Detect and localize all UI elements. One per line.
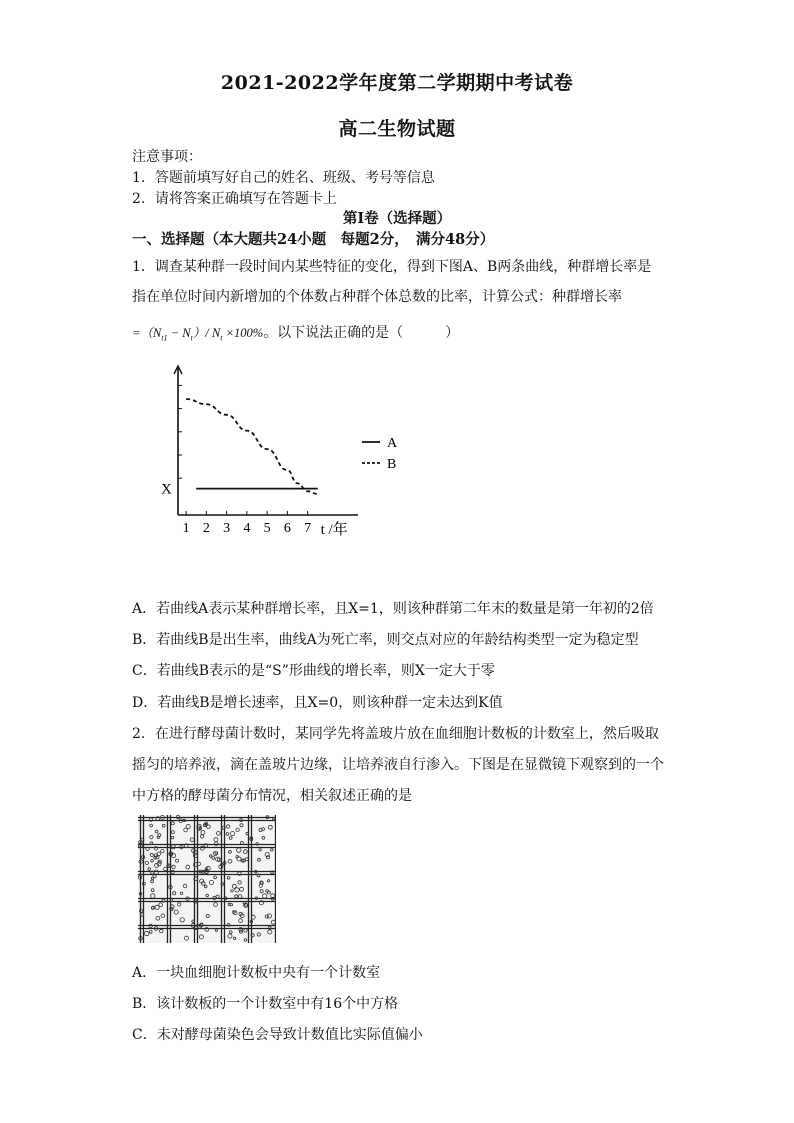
legend-label-A: A — [387, 436, 398, 451]
notes-item-1: 1．答题前填写好自己的姓名、班级、考号等信息 — [132, 170, 435, 186]
chart-labels — [161, 436, 398, 538]
part1-heading: 第I卷（选择题） — [342, 210, 452, 227]
chart-axes — [174, 366, 358, 515]
x-tick-label: 7 — [304, 521, 312, 536]
q1-text-line1: 1．调查某种群一段时间内某些特征的变化，得到下图A、B两条曲线，种群增长率是 — [132, 259, 652, 275]
yeast-counting-grid-image — [138, 815, 276, 943]
q1-option-d: D．若曲线B是增长速率，且X=0，则该种群一定未达到K值 — [132, 695, 503, 711]
q2-text-line3: 中方格的酵母菌分布情况，相关叙述正确的是 — [132, 788, 412, 804]
x-tick-label: 3 — [223, 521, 231, 536]
q1-text-line2: 指在单位时间内新增加的个体数占种群个体总数的比率，计算公式：种群增长率 — [132, 289, 622, 305]
exam-title: 2021-2022学年度第二学期期中考试卷 — [220, 72, 574, 94]
exam-subtitle: 高二生物试题 — [338, 118, 456, 140]
q1-option-b: B．若曲线B是出生率，曲线A为死亡率，则交点对应的年龄结构类型一定为稳定型 — [132, 632, 639, 648]
q2-text-line1: 2．在进行酵母菌计数时，某同学先将盖玻片放在血细胞计数板的计数室上，然后吸取 — [132, 726, 659, 742]
x-tick-label: 6 — [283, 521, 291, 536]
x-axis-label: t /年 — [320, 522, 348, 538]
x-tick-label: 5 — [263, 521, 271, 536]
q2-option-a: A．一块血细胞计数板中央有一个计数室 — [132, 965, 381, 981]
q2-option-b: B．该计数板的一个计数室中有16个中方格 — [132, 996, 399, 1012]
series-line-B — [186, 399, 318, 494]
legend-label-B: B — [387, 457, 397, 472]
q1-text-line3: $=(N_{t1} - N_t)/$ $N_t \times 100\%$。以下说法正确的是（ ） — [132, 325, 460, 343]
notes-heading: 注意事项： — [132, 149, 202, 165]
q1-option-c: C．若曲线B表示的是“S”形曲线的增长率，则X一定大于零 — [132, 663, 495, 679]
y-tick-label-x: X — [161, 481, 172, 498]
notes-item-2: 2．请将答案正确填写在答题卡上 — [132, 191, 337, 207]
x-tick-label: 1 — [182, 521, 190, 536]
q2-option-c: C．未对酵母菌染色会导致计数值比实际值偏小 — [132, 1027, 423, 1043]
growth-rate-chart — [150, 360, 410, 545]
chart-marks — [186, 399, 380, 494]
q2-text-line2: 摇匀的培养液，滴在盖玻片边缘，让培养液自行渗入。下图是在显微镜下观察到的一个 — [132, 757, 664, 773]
q1-option-a: A．若曲线A表示某种群增长率，且X=1，则该种群第二年末的数量是第一年初的2倍 — [132, 601, 654, 617]
growth-rate-formula: $=(N_{t1} - N_t)/$ $N_t \times 100\%$ — [132, 326, 264, 343]
section-heading: 一、选择题（本大题共24小题 每题2分， 满分48分） — [132, 231, 495, 248]
x-tick-label: 2 — [202, 521, 210, 536]
x-tick-label: 4 — [243, 521, 251, 536]
